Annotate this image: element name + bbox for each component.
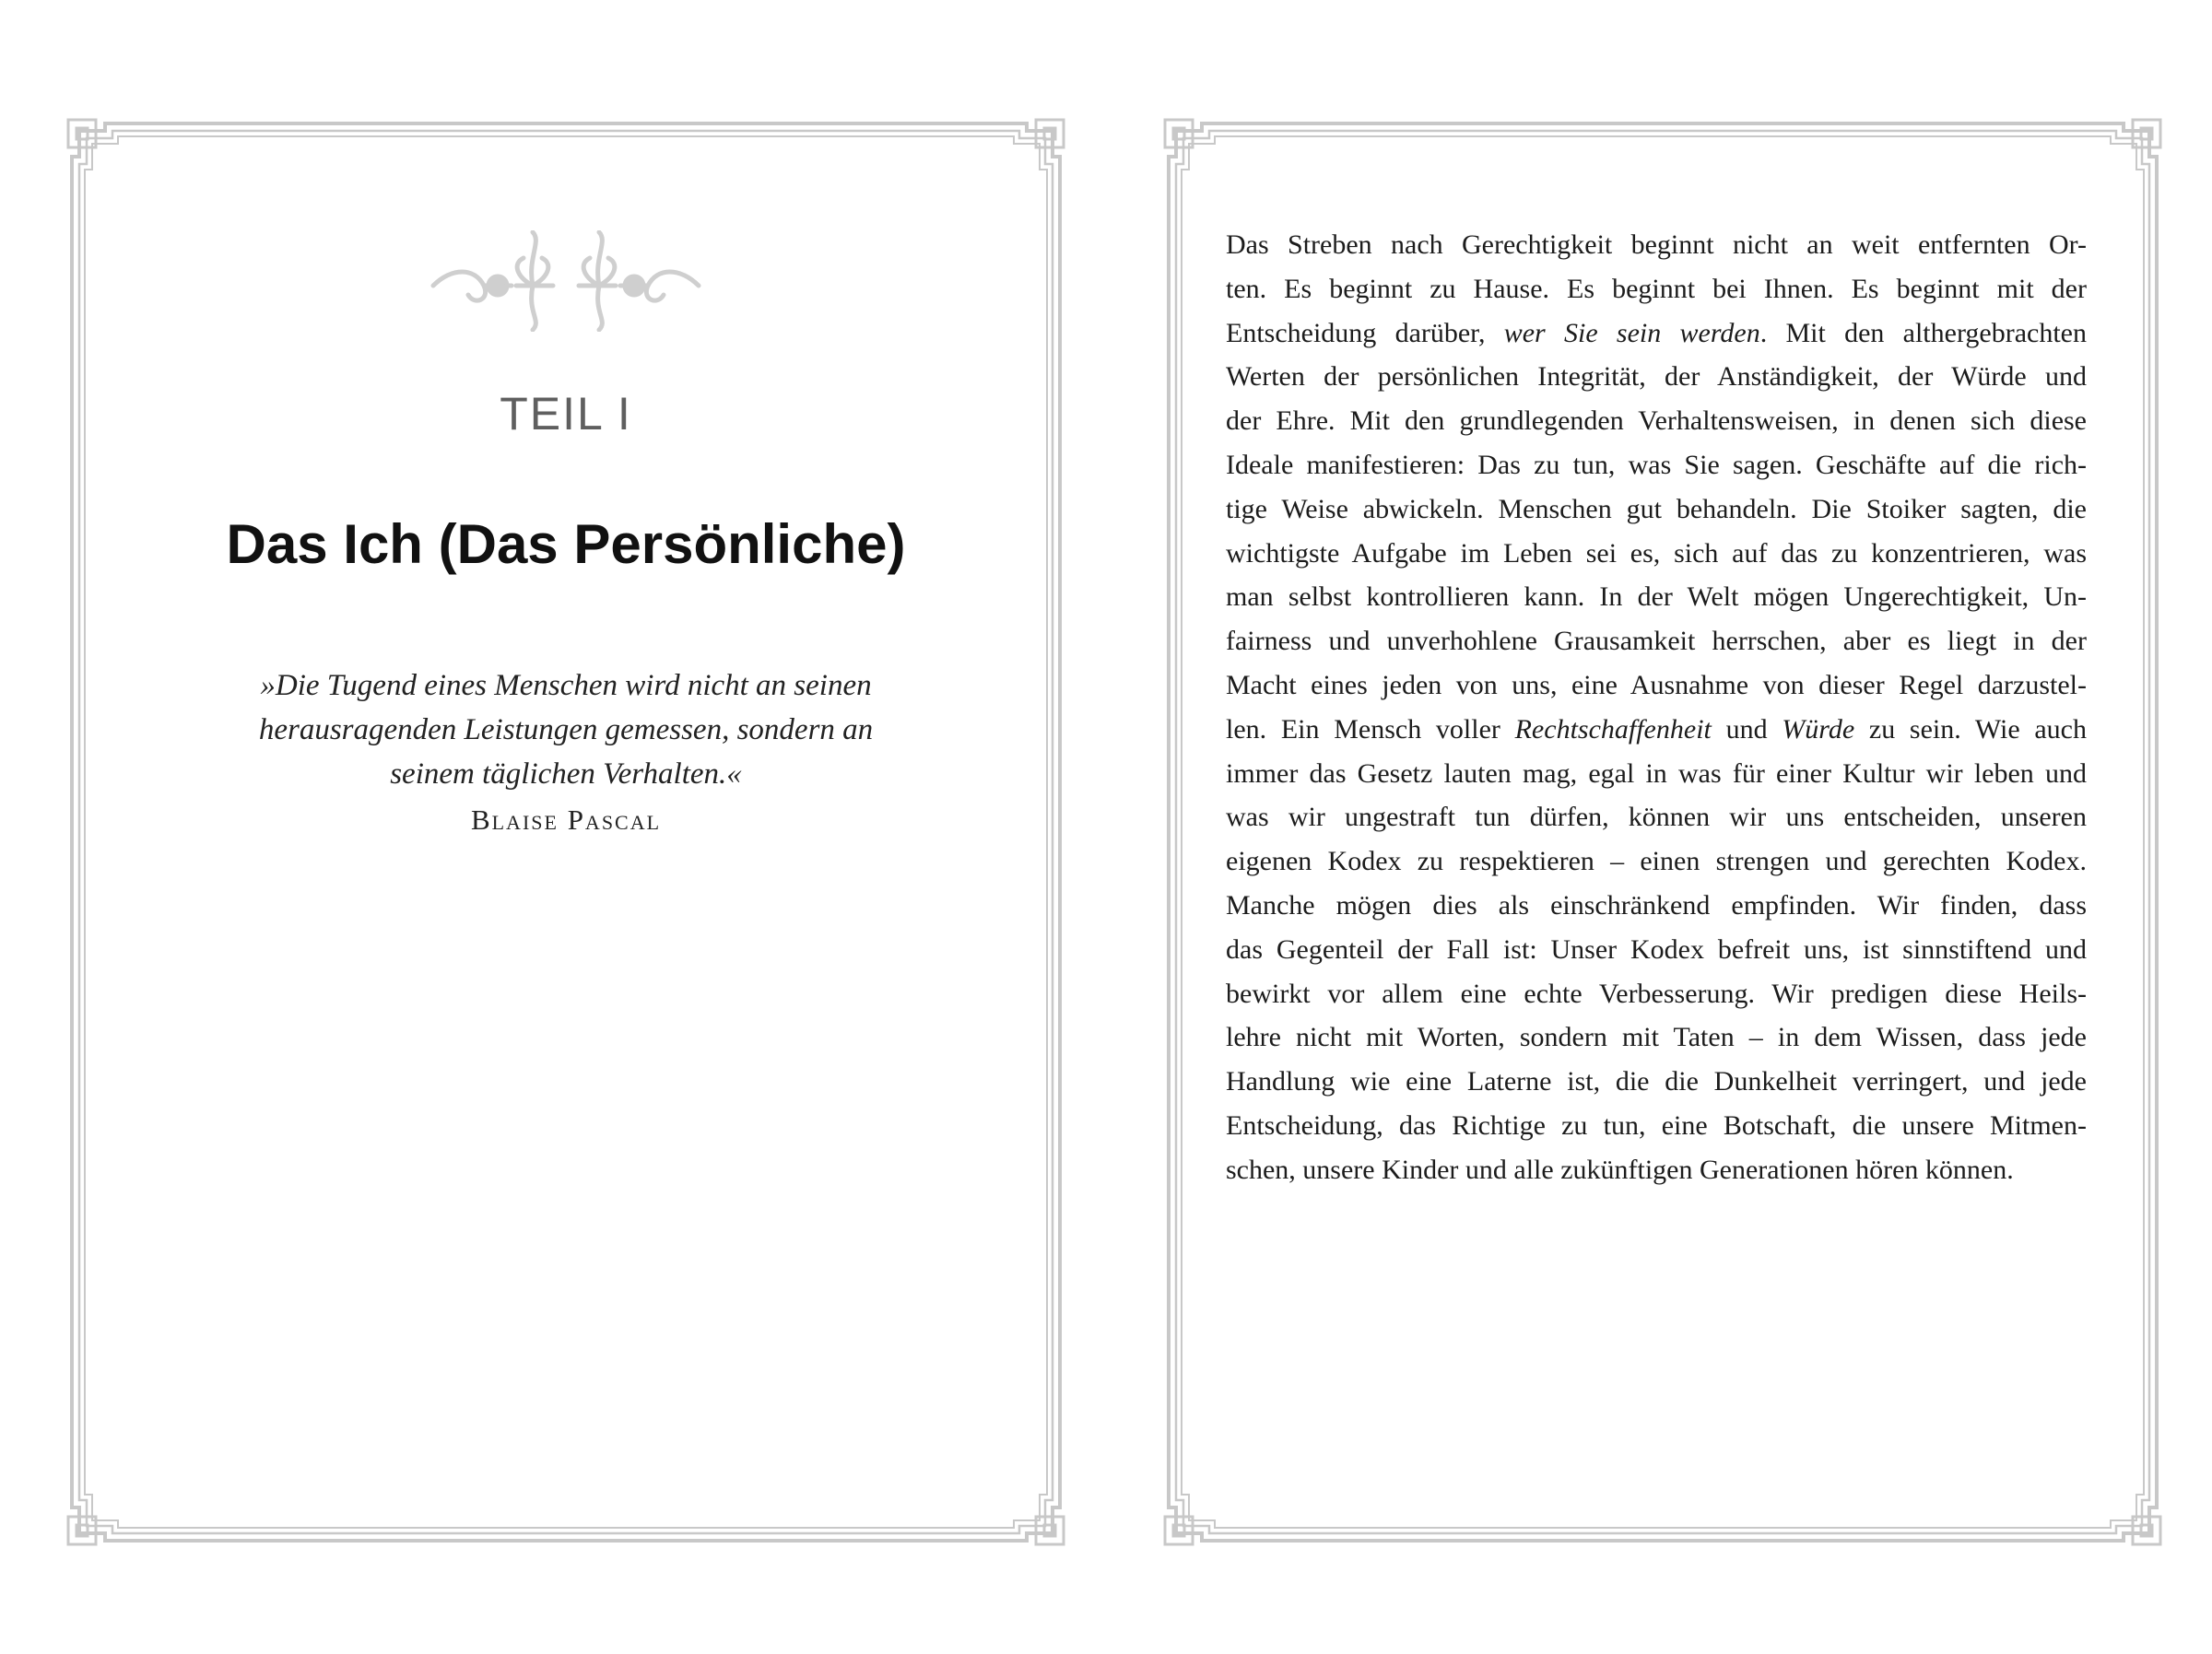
- left-page-content: [66, 118, 1065, 1546]
- body-text-line: [1226, 619, 2087, 663]
- text-segment: schen, unsere Kinder und alle zukünftigen Generationen hören können.: [1226, 1154, 2014, 1185]
- emphasized-text: Rechtschaffenheit: [1514, 713, 1712, 745]
- body-text-line: [1226, 752, 2087, 796]
- text-segment: immer das Gesetz lauten mag, egal in was für einer Kultur wir leben und: [1226, 757, 2087, 789]
- text-segment: wichtigste Aufgabe im Leben sei es, sich auf das zu konzentrieren, was: [1226, 537, 2087, 569]
- text-segment: fairness und unverhohlene Grausamkeit herrschen, aber es liegt in der: [1226, 626, 2087, 657]
- body-text-line: [1226, 928, 2087, 972]
- text-segment: eigenen Kodex zu respektieren – einen strengen und gerechten Kodex.: [1226, 846, 2087, 877]
- body-text-line: [1226, 795, 2087, 839]
- body-text-line: [1226, 399, 2087, 443]
- body-text-line: [1226, 223, 2087, 267]
- text-segment: ten. Es beginnt zu Hause. Es beginnt bei Ihnen. Es beginnt mit der: [1226, 273, 2087, 304]
- body-text-line: [1226, 972, 2087, 1016]
- text-segment: . Mit den althergebrachten: [1759, 317, 2087, 348]
- body-text-line: [1226, 355, 2087, 399]
- body-text: [1226, 223, 2087, 1192]
- text-segment: Macht eines jeden von uns, eine Ausnahme von dieser Regel darzustel-: [1226, 669, 2087, 700]
- epigraph-line: seinem täglichen Verhalten.«: [390, 757, 742, 791]
- left-page: [66, 118, 1065, 1546]
- text-segment: Handlung wie eine Laterne ist, die die Dunkelheit verringert, und jede: [1226, 1066, 2087, 1097]
- text-segment: tige Weise abwickeln. Menschen gut behandeln. Die Stoiker sagten, die: [1226, 493, 2087, 524]
- text-segment: Werten der persönlichen Integrität, der Anständigkeit, der Würde und: [1226, 361, 2087, 393]
- body-text-line: [1226, 708, 2087, 752]
- body-text-line: [1226, 839, 2087, 884]
- text-segment: Entscheidung, das Richtige zu tun, eine Botschaft, die unsere Mitmen-: [1226, 1109, 2087, 1141]
- text-segment: Ideale manifestieren: Das zu tun, was Sie sagen. Geschäfte auf die rich-: [1226, 449, 2087, 480]
- body-text-line: [1226, 1148, 2087, 1192]
- text-segment: der Ehre. Mit den grundlegenden Verhaltensweisen, in denen sich diese: [1226, 405, 2087, 437]
- text-segment: bewirkt vor allem eine echte Verbesserung. Wir predigen diese Heils-: [1226, 978, 2087, 1009]
- part-title: Das Ich (Das Persönliche): [226, 513, 906, 575]
- body-text-line: [1226, 1104, 2087, 1148]
- text-segment: Entscheidung darüber,: [1226, 317, 1504, 348]
- right-page: [1163, 118, 2162, 1546]
- body-text-line: [1226, 663, 2087, 708]
- part-label: TEIL I: [500, 388, 632, 440]
- text-segment: zu sein. Wie auch: [1854, 713, 2087, 745]
- body-text-line: [1226, 1015, 2087, 1060]
- text-segment: Manche mögen dies als einschränkend empfinden. Wir finden, dass: [1226, 889, 2087, 921]
- text-segment: man selbst kontrollieren kann. In der Welt mögen Ungerechtigkeit, Un-: [1226, 581, 2087, 613]
- body-text-line: [1226, 267, 2087, 311]
- body-text-line: [1226, 575, 2087, 619]
- right-page-content: [1163, 118, 2162, 1546]
- text-segment: Das Streben nach Gerechtigkeit beginnt nicht an weit entfernten Or-: [1226, 229, 2087, 260]
- body-text-line: [1226, 487, 2087, 532]
- text-segment: und: [1711, 713, 1783, 745]
- body-text-line: [1226, 443, 2087, 487]
- text-segment: len. Ein Mensch voller: [1226, 713, 1515, 745]
- body-text-line: [1226, 532, 2087, 576]
- body-text-line: [1226, 311, 2087, 356]
- body-text-line: [1226, 884, 2087, 928]
- emphasized-text: wer Sie sein werden: [1503, 317, 1760, 348]
- epigraph: [205, 663, 927, 796]
- text-segment: lehre nicht mit Worten, sondern mit Taten – in dem Wissen, dass jede: [1226, 1022, 2087, 1053]
- epigraph-line: »Die Tugend eines Menschen wird nicht an seinen: [260, 669, 872, 702]
- body-text-line: [1226, 1060, 2087, 1104]
- epigraph-line: herausragenden Leistungen gemessen, sondern an: [258, 713, 874, 746]
- text-segment: das Gegenteil der Fall ist: Unser Kodex befreit uns, ist sinnstiftend und: [1226, 933, 2087, 965]
- text-segment: was wir ungestraft tun dürfen, können wir uns entscheiden, unseren: [1226, 802, 2087, 833]
- floral-divider-icon: [424, 230, 708, 332]
- epigraph-author: Blaise Pascal: [470, 804, 662, 836]
- emphasized-text: Würde: [1782, 713, 1855, 745]
